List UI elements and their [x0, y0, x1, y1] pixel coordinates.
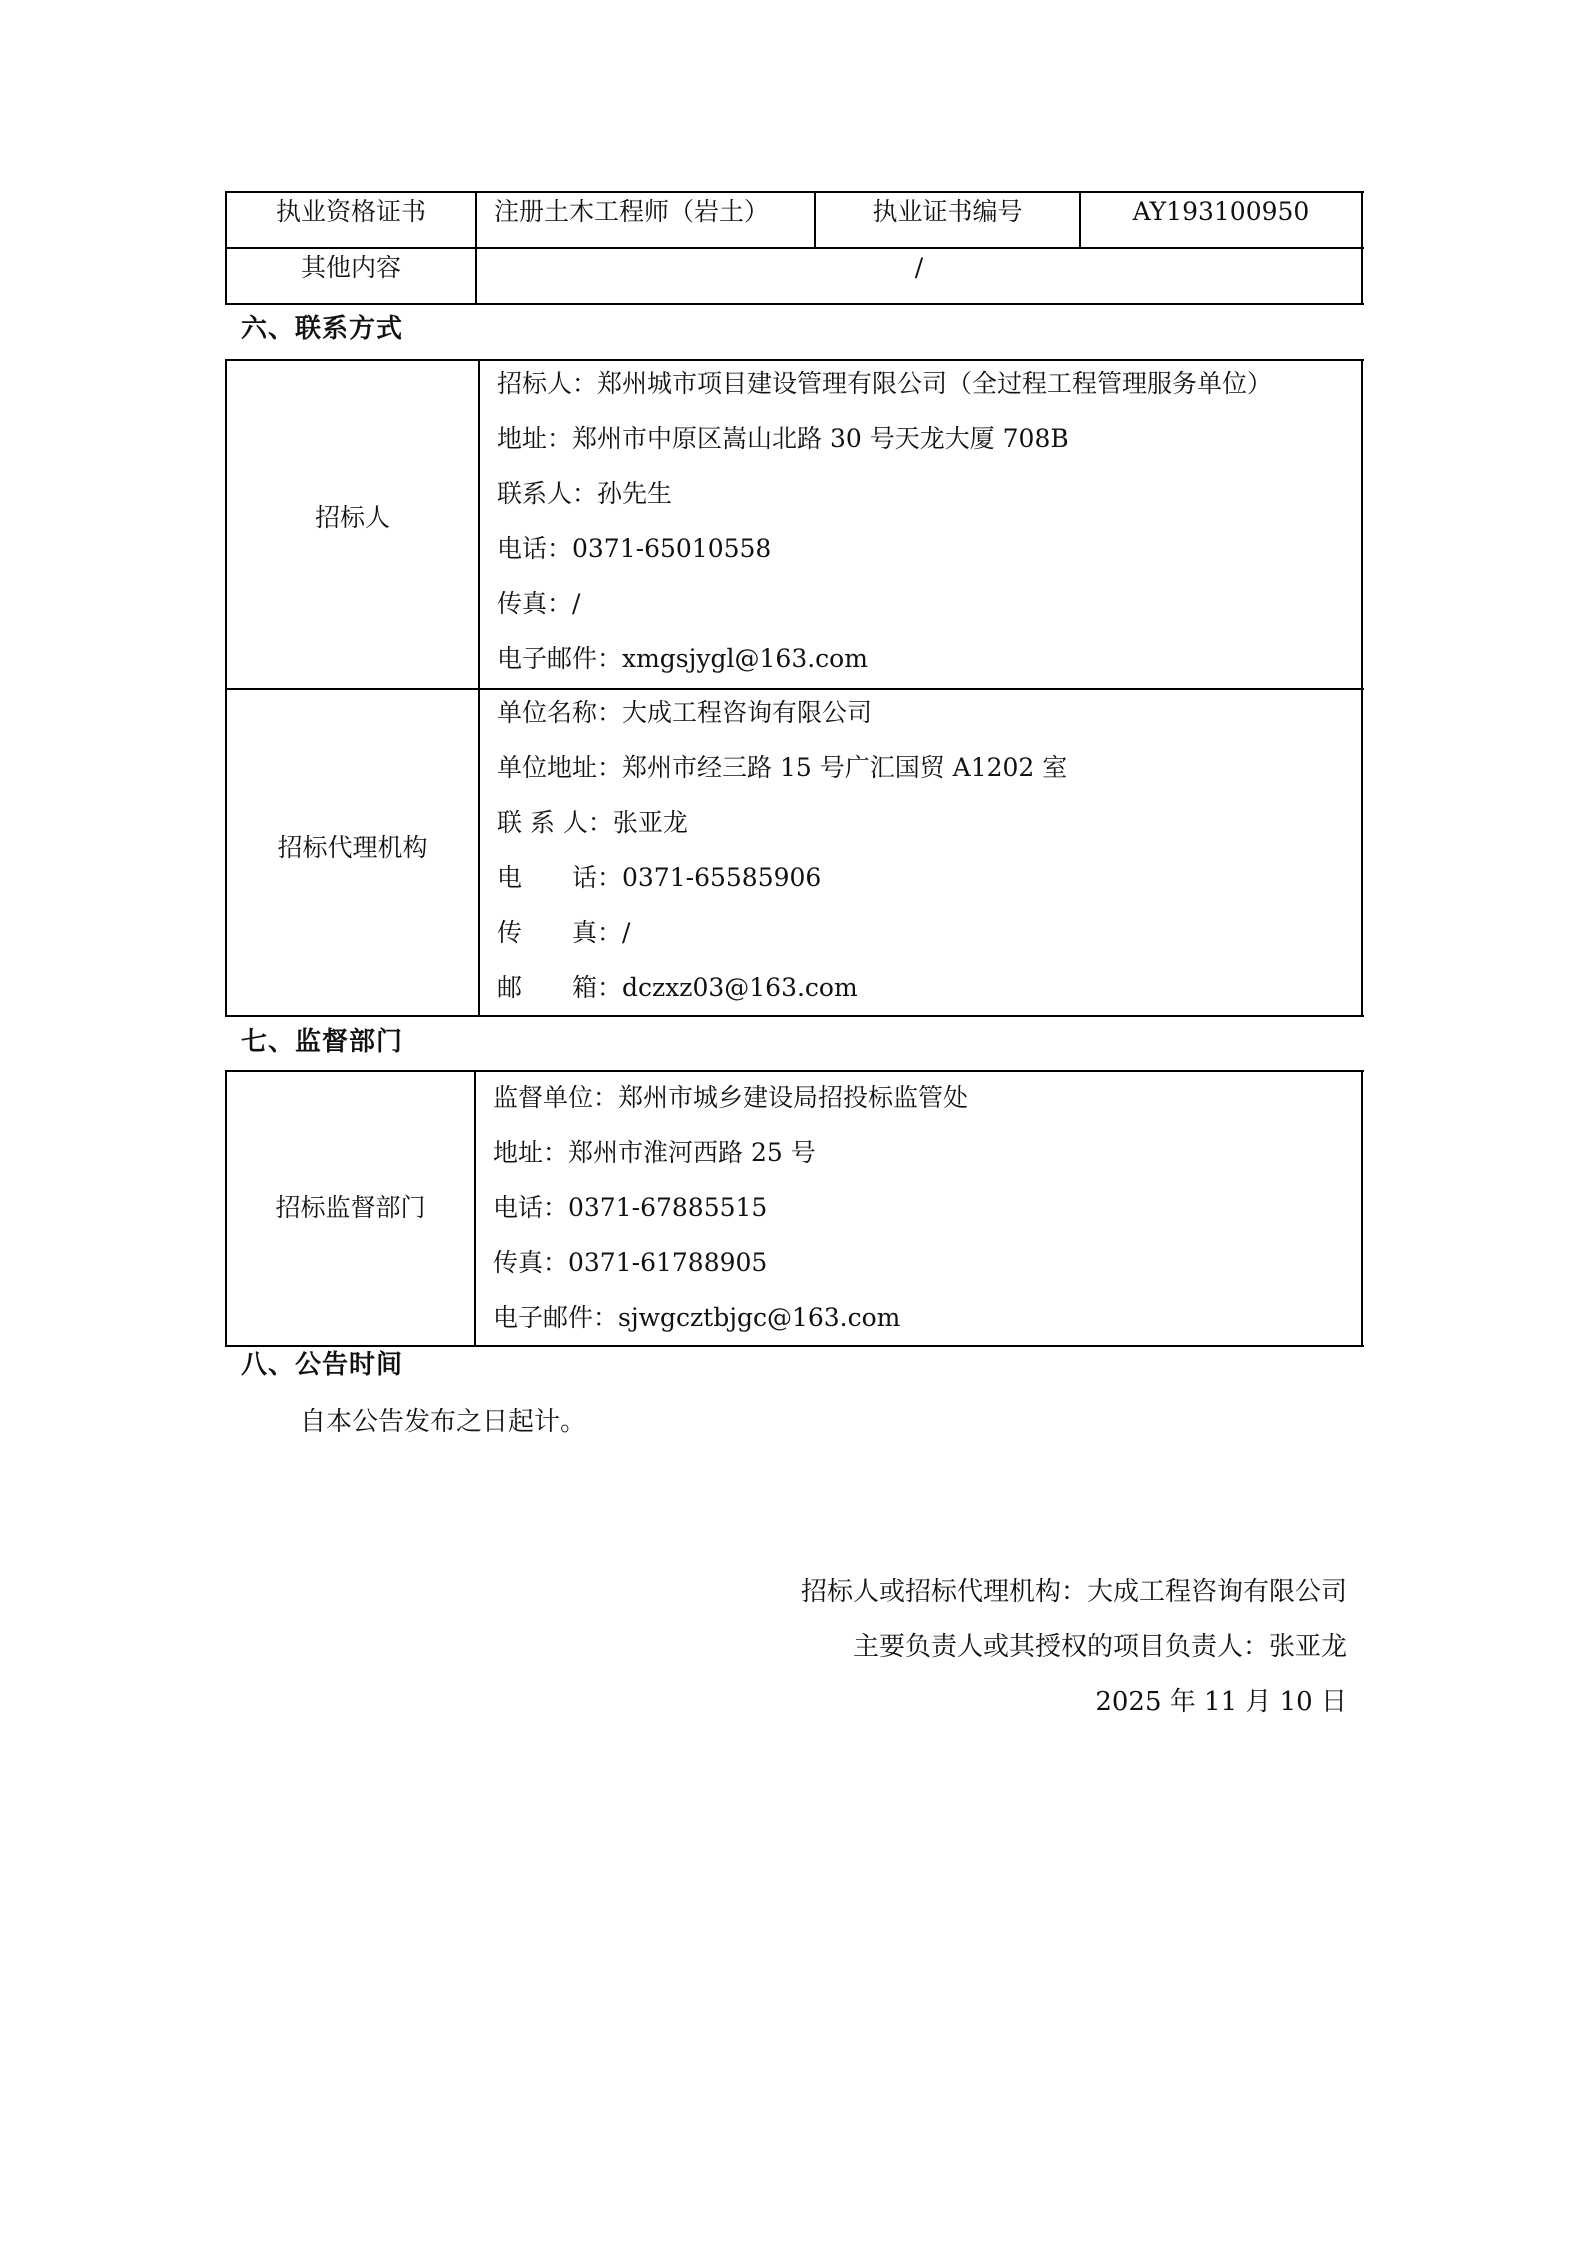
section-8-heading: 八、公告时间: [241, 1350, 404, 1380]
table-border: [474, 1070, 476, 1347]
tenderer-contact: 联系人：孙先生: [497, 479, 673, 508]
cert-value: 注册土木工程师（岩土）: [494, 197, 770, 226]
other-content-label: 其他内容: [300, 253, 401, 282]
supervisor-phone: 电话：0371-67885515: [493, 1193, 768, 1222]
section-6-heading: 六、联系方式: [241, 314, 404, 344]
table-border: [478, 359, 480, 1017]
agency-address: 单位地址：郑州市经三路 15 号广汇国贸 A1202 室: [497, 753, 1068, 782]
supervisor-email: 电子邮件：sjwgcztbjgc@163.com: [493, 1303, 901, 1332]
tenderer-details: [497, 356, 1361, 686]
agency-name: 单位名称：大成工程咨询有限公司: [497, 698, 873, 727]
cert-label: 执业资格证书: [275, 197, 426, 226]
table-border: [226, 191, 1364, 193]
section-7-heading: 七、监督部门: [241, 1027, 404, 1057]
agency-contact: 联 系 人：张亚龙: [497, 808, 688, 837]
agency-details: [497, 685, 1361, 1015]
table-border: [1361, 191, 1363, 305]
tenderer-email: 电子邮件：xmgsjygl@163.com: [497, 644, 868, 673]
supervisor-fax: 传真：0371-61788905: [493, 1248, 768, 1277]
table-border: [226, 247, 1364, 249]
tenderer-phone: 电话：0371-65010558: [497, 534, 772, 563]
supervisor-address: 地址：郑州市淮河西路 25 号: [493, 1138, 816, 1167]
agency-phone: 电 话：0371-65585906: [497, 863, 822, 892]
table-border: [475, 191, 477, 305]
signature-person: 主要负责人或其授权的项目负责人：张亚龙: [852, 1632, 1347, 1662]
notice-period-text: 自本公告发布之日起计。: [300, 1407, 587, 1437]
cert-number-label: 执业证书编号: [872, 197, 1023, 226]
supervisor-unit: 监督单位：郑州市城乡建设局招投标监管处: [493, 1083, 969, 1112]
table-border: [225, 359, 227, 1017]
table-border: [226, 303, 1364, 305]
signature-date: 2025 年 11 月 10 日: [1095, 1687, 1347, 1717]
table-border: [226, 1015, 1364, 1017]
table-border: [1361, 359, 1363, 1017]
table-border: [226, 1345, 1364, 1347]
table-border: [1361, 1070, 1363, 1347]
supervisor-label: 招标监督部门: [275, 1193, 426, 1222]
agency-email: 邮 箱：dczxz03@163.com: [497, 973, 858, 1002]
signature-organization: 招标人或招标代理机构：大成工程咨询有限公司: [800, 1577, 1347, 1607]
other-content-value: /: [914, 253, 924, 282]
supervisor-details: [493, 1070, 1361, 1345]
tenderer-fax: 传真：/: [497, 589, 581, 618]
tenderer-name: 招标人：郑州城市项目建设管理有限公司（全过程工程管理服务单位）: [497, 369, 1273, 398]
cert-number-value: AY193100950: [1132, 197, 1310, 226]
agency-fax: 传 真：/: [497, 918, 631, 947]
agency-label: 招标代理机构: [277, 833, 428, 862]
tenderer-label: 招标人: [314, 503, 390, 532]
tenderer-address: 地址：郑州市中原区嵩山北路 30 号天龙大厦 708B: [497, 424, 1069, 453]
